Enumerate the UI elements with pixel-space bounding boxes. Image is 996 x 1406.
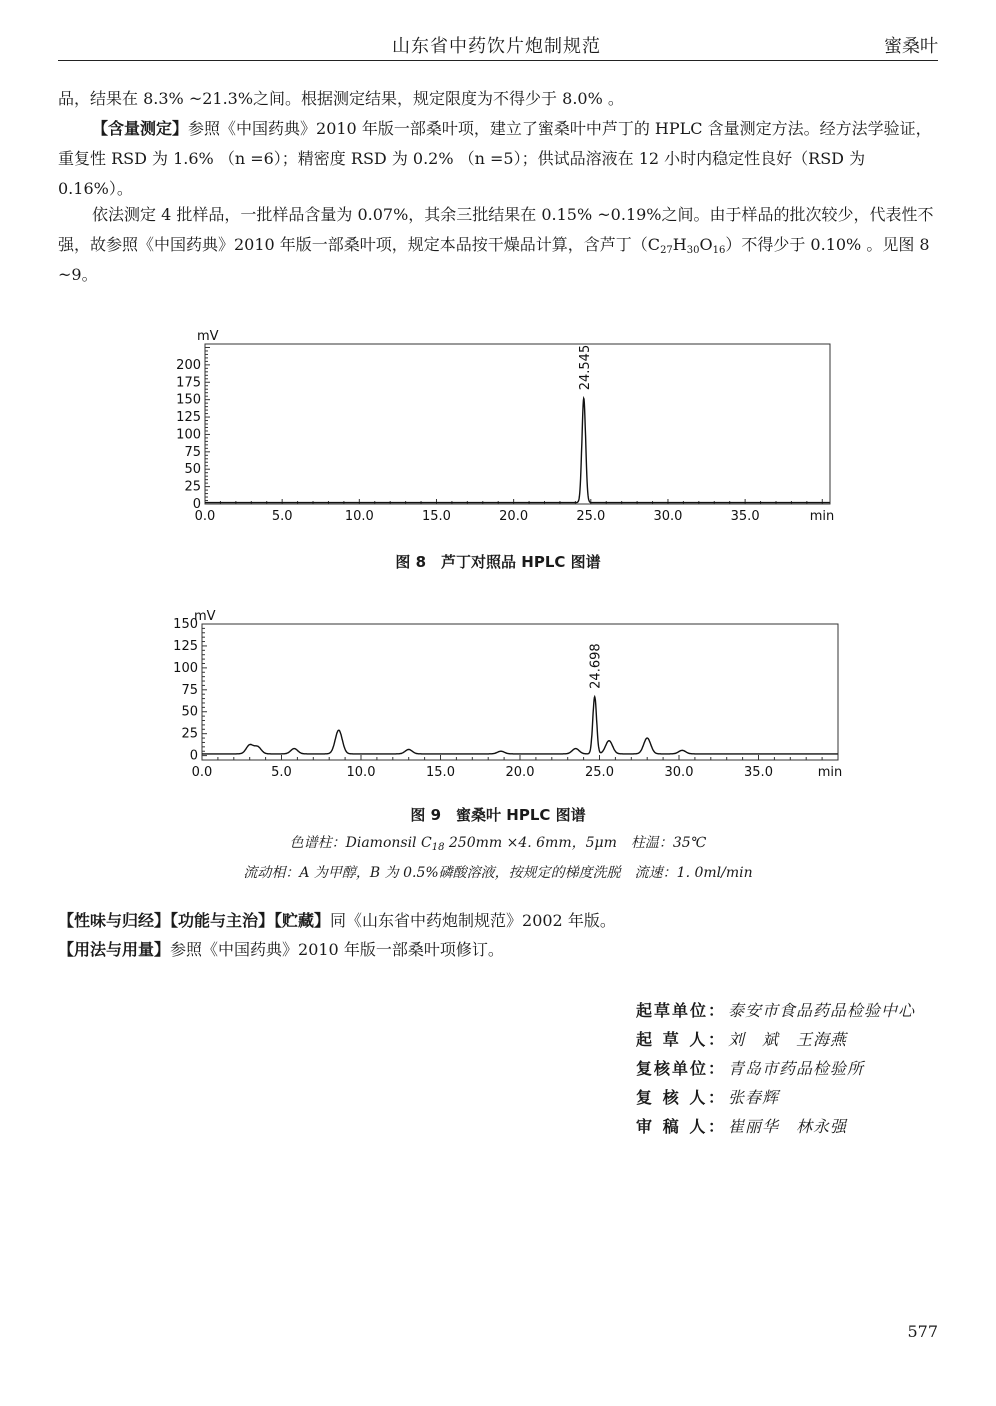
- y-tick-label: 150: [176, 392, 201, 408]
- page-number: 577: [907, 1322, 938, 1341]
- x-tick-label: 25.0: [585, 765, 614, 780]
- y-tick-label: 100: [173, 660, 198, 676]
- chromatogram-fig8: [160, 322, 840, 532]
- signature-value: 青岛市药品检验所: [728, 1059, 865, 1078]
- paragraph-properties-ref: [58, 906, 938, 936]
- chromatogram-trace: [205, 398, 830, 502]
- assay-results-text: ）不得少于 0.10% 。见图 8 ~9。: [58, 235, 930, 284]
- chromatogram-fig8-svg: [160, 322, 840, 532]
- running-header-title: 山东省中药饮片炮制规范: [392, 36, 601, 57]
- x-tick-label: 10.0: [344, 509, 374, 524]
- usage-ref-text: 参照《中国药典》2010 年版一部桑叶项修订。: [170, 940, 504, 959]
- y-tick-label: 25: [181, 726, 198, 742]
- x-tick-label: 10.0: [346, 765, 376, 780]
- signature-drafting-unit: [636, 998, 915, 1021]
- x-tick-label: 20.0: [499, 509, 529, 524]
- column-conditions-note: [0, 832, 996, 852]
- section-label-usage: 【用法与用量】: [58, 940, 171, 959]
- y-tick-label: 50: [184, 462, 201, 478]
- y-tick-label: 100: [176, 427, 201, 443]
- plot-frame: [205, 344, 830, 504]
- section-label-assay: 【含量测定】: [92, 119, 189, 138]
- chromatogram-fig9-svg: [160, 604, 843, 784]
- formula-sub: 16: [712, 245, 726, 256]
- peak-label: 24.698: [588, 643, 604, 689]
- paragraph-assay: [58, 114, 938, 204]
- formula-text: H: [672, 235, 687, 254]
- y-tick-label: 125: [173, 638, 198, 654]
- x-axis-label: min: [817, 765, 843, 780]
- y-tick-label: 200: [176, 357, 201, 373]
- signature-value: 刘 斌 王海燕: [728, 1030, 848, 1049]
- signature-value: 张春辉: [728, 1088, 780, 1107]
- chromatogram-fig9: [160, 604, 843, 784]
- mobile-phase-note: 流动相：A 为甲醇，B 为 0.5%磷酸溶液，按规定的梯度洗脱 流速：1. 0ml/min: [243, 865, 753, 881]
- peak-label: 24.545: [577, 344, 593, 391]
- y-axis-label: mV: [197, 329, 219, 344]
- x-tick-label: 5.0: [271, 509, 293, 524]
- x-tick-label: 35.0: [730, 509, 760, 524]
- signature-label: 起 草 人：: [636, 1030, 724, 1049]
- signature-label: 复核单位：: [636, 1059, 724, 1078]
- note-text: 250mm ×4. 6mm，5μm 柱温：35℃: [444, 835, 707, 851]
- y-tick-label: 0: [189, 748, 198, 764]
- assay-text: 参照《中国药典》2010 年版一部桑叶项，建立了蜜桑叶中芦丁的 HPLC 含量测定方法。经方法学验证，重复性 RSD 为 1.6% （n =6）；精密度 RSD 为 0.2% （n =5）；供试品溶液在 12 小时内稳定性良好（RSD 为 0.16%）。: [58, 119, 932, 198]
- y-tick-label: 75: [184, 444, 201, 460]
- x-tick-label: 15.0: [422, 509, 451, 524]
- signature-editors: [636, 1114, 847, 1137]
- signature-drafters: [636, 1027, 847, 1050]
- note-sub: 18: [431, 842, 445, 853]
- y-axis-label: mV: [194, 609, 216, 624]
- running-header-section: 蜜桑叶: [884, 36, 938, 57]
- x-tick-label: 15.0: [426, 765, 455, 780]
- plot-frame: [202, 624, 838, 760]
- section-labels-properties: 【性味与归经】【功能与主治】【贮藏】: [58, 911, 331, 930]
- signature-review-unit: [636, 1056, 864, 1079]
- x-tick-label: 35.0: [744, 765, 773, 780]
- x-tick-label: 0.0: [194, 509, 216, 524]
- signature-label: 复 核 人：: [636, 1088, 724, 1107]
- x-tick-label: 30.0: [653, 509, 683, 524]
- y-tick-label: 50: [181, 704, 198, 720]
- x-tick-label: 0.0: [191, 765, 213, 780]
- chromatogram-trace: [202, 697, 838, 754]
- signature-label: 起草单位：: [636, 1001, 724, 1020]
- signature-value: 崔丽华 林永强: [728, 1117, 848, 1136]
- formula-sub: 30: [686, 245, 700, 256]
- figure-8-caption: 图 8 芦丁对照品 HPLC 图谱: [395, 553, 601, 571]
- paragraph-assay-results: [58, 200, 938, 290]
- signature-reviewer: [636, 1085, 779, 1108]
- y-tick-label: 25: [184, 479, 201, 495]
- y-tick-label: 0: [192, 497, 201, 512]
- x-tick-label: 20.0: [505, 765, 535, 780]
- x-tick-label: 5.0: [271, 765, 292, 780]
- assay-results-text: 依法测定 4 批样品，一批样品含量为 0.07%，其余三批结果在 0.15% ~0.19%之间。由于样品的批次较少，代表性不强，故参照《中国药典》2010 年版一部桑叶项，规定本品按干燥品计算，含芦丁（C: [58, 205, 934, 254]
- y-tick-label: 150: [173, 617, 198, 632]
- header-rule: [58, 60, 938, 61]
- note-text: 色谱柱：Diamonsil C: [289, 835, 432, 851]
- y-tick-label: 75: [181, 682, 198, 698]
- signature-label: 审 稿 人：: [636, 1117, 724, 1136]
- x-axis-label: min: [809, 509, 835, 524]
- paragraph-limit-result: 品，结果在 8.3% ~21.3%之间。根据测定结果，规定限度为不得少于 8.0% 。: [58, 89, 624, 108]
- y-tick-label: 125: [176, 410, 201, 426]
- x-tick-label: 30.0: [664, 765, 694, 780]
- paragraph-usage-ref: [58, 935, 938, 965]
- x-tick-label: 25.0: [576, 509, 606, 524]
- y-tick-label: 175: [176, 375, 201, 391]
- formula-sub: 27: [660, 245, 673, 256]
- figure-9-caption: 图 9 蜜桑叶 HPLC 图谱: [410, 806, 586, 824]
- formula-text: O: [699, 235, 713, 254]
- signature-value: 泰安市食品药品检验中心: [728, 1001, 916, 1020]
- properties-ref-text: 同《山东省中药炮制规范》2002 年版。: [330, 911, 616, 930]
